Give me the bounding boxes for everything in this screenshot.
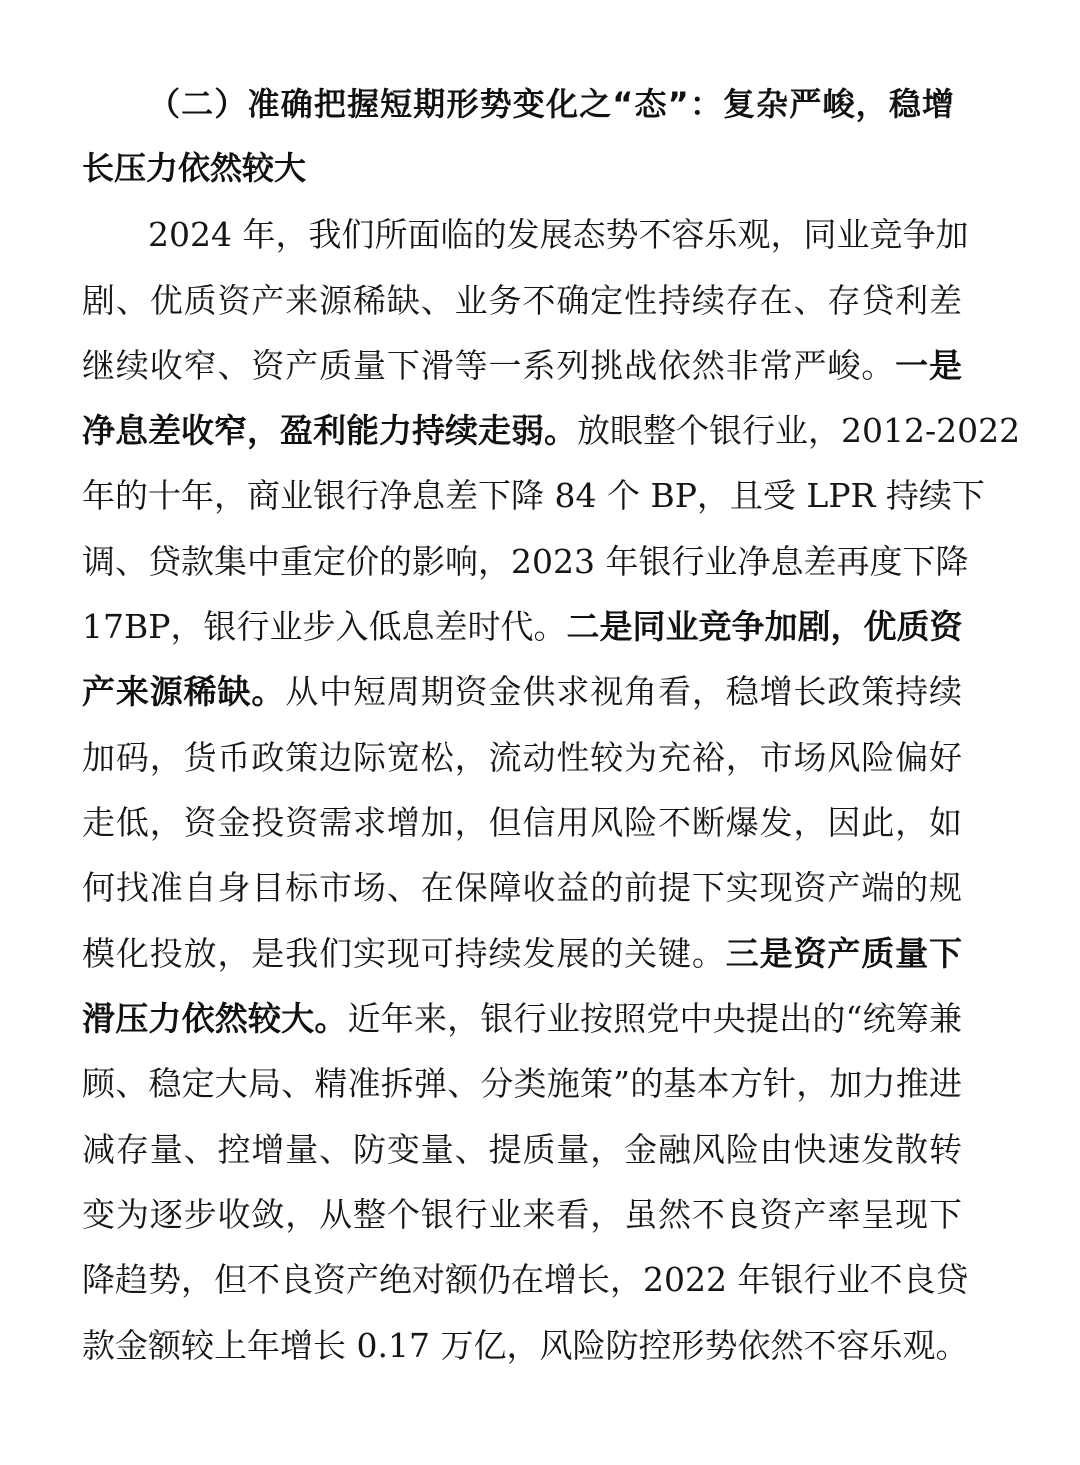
paragraph-text: 从中短周期资金供求视角看，稳增长政策持续	[285, 672, 963, 711]
section-heading-line-2: 长压力依然较大	[82, 149, 307, 187]
paragraph-text: 模化投放，是我们实现可持续发展的关键。	[82, 934, 726, 973]
paragraph-line-4	[82, 406, 1021, 456]
paragraph-text: 近年来，银行业按照党中央提出的“统筹兼	[347, 999, 962, 1038]
bold-keypoint-two: 二是同业竞争加剧，优质资	[566, 607, 963, 646]
bold-keypoint-one-label: 一是	[895, 346, 963, 385]
paragraph-line-18: 款金额较上年增长 0.17 万亿，风险防控形势依然不容乐观。	[82, 1326, 969, 1365]
paragraph-line-13	[82, 994, 962, 1044]
paragraph-line-6: 调、贷款集中重定价的影响，2023 年银行业净息差再度下降	[82, 542, 969, 581]
paragraph-line-15: 减存量、控增量、防变量、提质量，金融风险由快速发散转	[82, 1130, 962, 1169]
paragraph-text: 放眼整个银行业，2012-2022	[577, 411, 1021, 450]
paragraph-text: 17BP，银行业步入低息差时代。	[82, 607, 567, 646]
paragraph-line-14: 顾、稳定大局、精准拆弹、分类施策”的基本方针，加力推进	[82, 1064, 962, 1103]
bold-keypoint-one: 净息差收窄，盈利能力持续走弱。	[82, 411, 577, 450]
paragraph-line-16: 变为逐步收敛，从整个银行业来看，虽然不良资产率呈现下	[82, 1195, 962, 1234]
paragraph-line-8	[82, 667, 962, 717]
paragraph-line-12	[82, 929, 962, 979]
bold-keypoint-three-end: 滑压力依然较大。	[82, 999, 348, 1038]
paragraph-line-2: 剧、优质资产来源稀缺、业务不确定性持续存在、存贷利差	[82, 281, 962, 320]
paragraph-line-5: 年的十年，商业银行净息差下降 84 个 BP，且受 LPR 持续下	[82, 476, 985, 515]
paragraph-line-1: 2024 年，我们所面临的发展态势不容乐观，同业竞争加	[148, 215, 969, 254]
bold-keypoint-three: 三是资产质量下	[725, 934, 963, 973]
paragraph-line-10: 走低，资金投资需求增加，但信用风险不断爆发，因此，如	[82, 803, 962, 842]
section-heading-line-1: （二）准确把握短期形势变化之“态”：复杂严峻，稳增	[148, 85, 954, 123]
paragraph-line-9: 加码，货币政策边际宽松，流动性较为充裕，市场风险偏好	[82, 738, 962, 777]
paragraph-text: 继续收窄、资产质量下滑等一系列挑战依然非常严峻。	[82, 346, 896, 385]
paragraph-line-7	[82, 602, 962, 652]
paragraph-line-11: 何找准自身目标市场、在保障收益的前提下实现资产端的规	[82, 868, 962, 907]
bold-keypoint-two-end: 产来源稀缺。	[82, 672, 286, 711]
paragraph-line-3	[82, 341, 962, 391]
paragraph-line-17: 降趋势，但不良资产绝对额仍在增长，2022 年银行业不良贷	[82, 1260, 969, 1299]
